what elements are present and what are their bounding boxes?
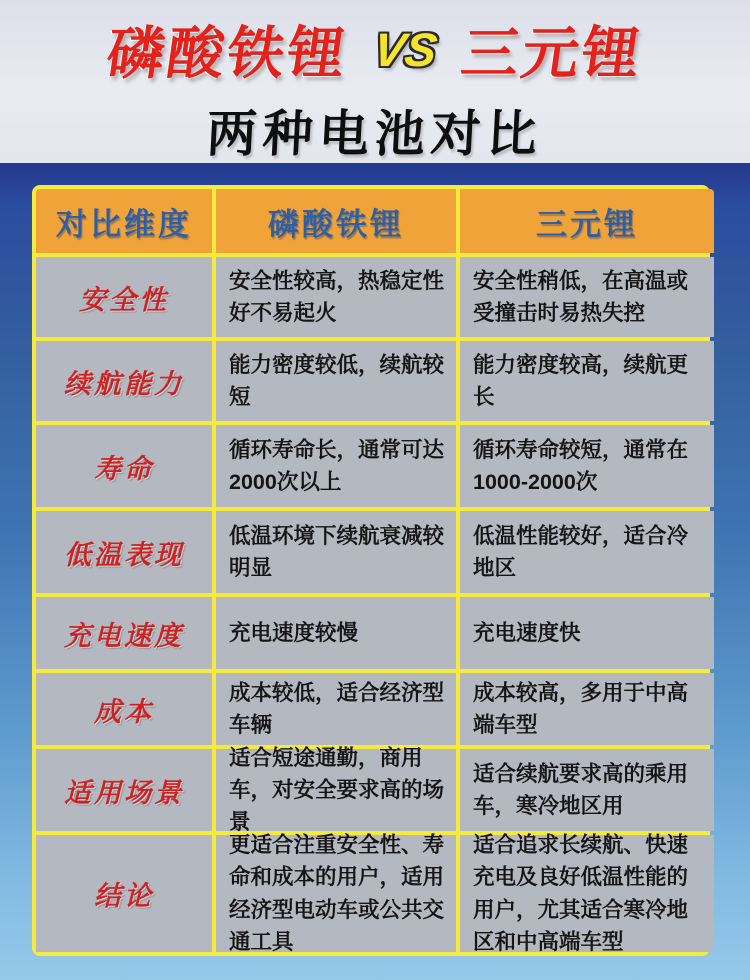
- row-label: 低温表现: [36, 511, 212, 593]
- lfp-cell: 低温环境下续航衰减较明显: [216, 511, 456, 593]
- subtitle: 两种电池对比: [205, 106, 545, 162]
- ternary-cell: 安全性稍低，在高温或受撞击时易热失控: [460, 257, 714, 337]
- ternary-cell: 适合续航要求高的乘用车，寒冷地区用: [460, 749, 714, 831]
- row-label: 寿命: [36, 425, 212, 507]
- column-header-lfp: 磷酸铁锂: [216, 189, 456, 253]
- title-lfp: 磷酸铁锂: [102, 22, 352, 86]
- ternary-cell: 低温性能较好，适合冷地区: [460, 511, 714, 593]
- ternary-cell: 循环寿命较短，通常在1000-2000次: [460, 425, 714, 507]
- row-label: 充电速度: [36, 597, 212, 669]
- row-label: 成本: [36, 673, 212, 745]
- ternary-cell: 适合追求长续航、快速充电及良好低温性能的用户，尤其适合寒冷地区和中高端车型: [460, 835, 714, 952]
- lfp-cell: 适合短途通勤，商用车，对安全要求高的场景: [216, 749, 456, 831]
- main-title: [102, 8, 648, 90]
- table-background: [0, 163, 750, 980]
- column-header-dimension: 对比维度: [36, 189, 212, 253]
- title-vs: VS: [369, 22, 441, 76]
- lfp-cell: 能力密度较低，续航较短: [216, 341, 456, 421]
- row-label: 结论: [36, 835, 212, 952]
- comparison-table: [32, 185, 710, 956]
- row-label: 安全性: [36, 257, 212, 337]
- ternary-cell: 充电速度快: [460, 597, 714, 669]
- column-header-ternary: 三元锂: [460, 189, 714, 253]
- lfp-cell: 更适合注重安全性、寿命和成本的用户，适用经济型电动车或公共交通工具: [216, 835, 456, 952]
- ternary-cell: 能力密度较高，续航更长: [460, 341, 714, 421]
- lfp-cell: 成本较低，适合经济型车辆: [216, 673, 456, 745]
- row-label: 适用场景: [36, 749, 212, 831]
- lfp-cell: 充电速度较慢: [216, 597, 456, 669]
- title-banner: [0, 0, 750, 163]
- row-label: 续航能力: [36, 341, 212, 421]
- lfp-cell: 循环寿命长，通常可达2000次以上: [216, 425, 456, 507]
- title-ternary: 三元锂: [457, 22, 647, 86]
- ternary-cell: 成本较高，多用于中高端车型: [460, 673, 714, 745]
- lfp-cell: 安全性较高，热稳定性好不易起火: [216, 257, 456, 337]
